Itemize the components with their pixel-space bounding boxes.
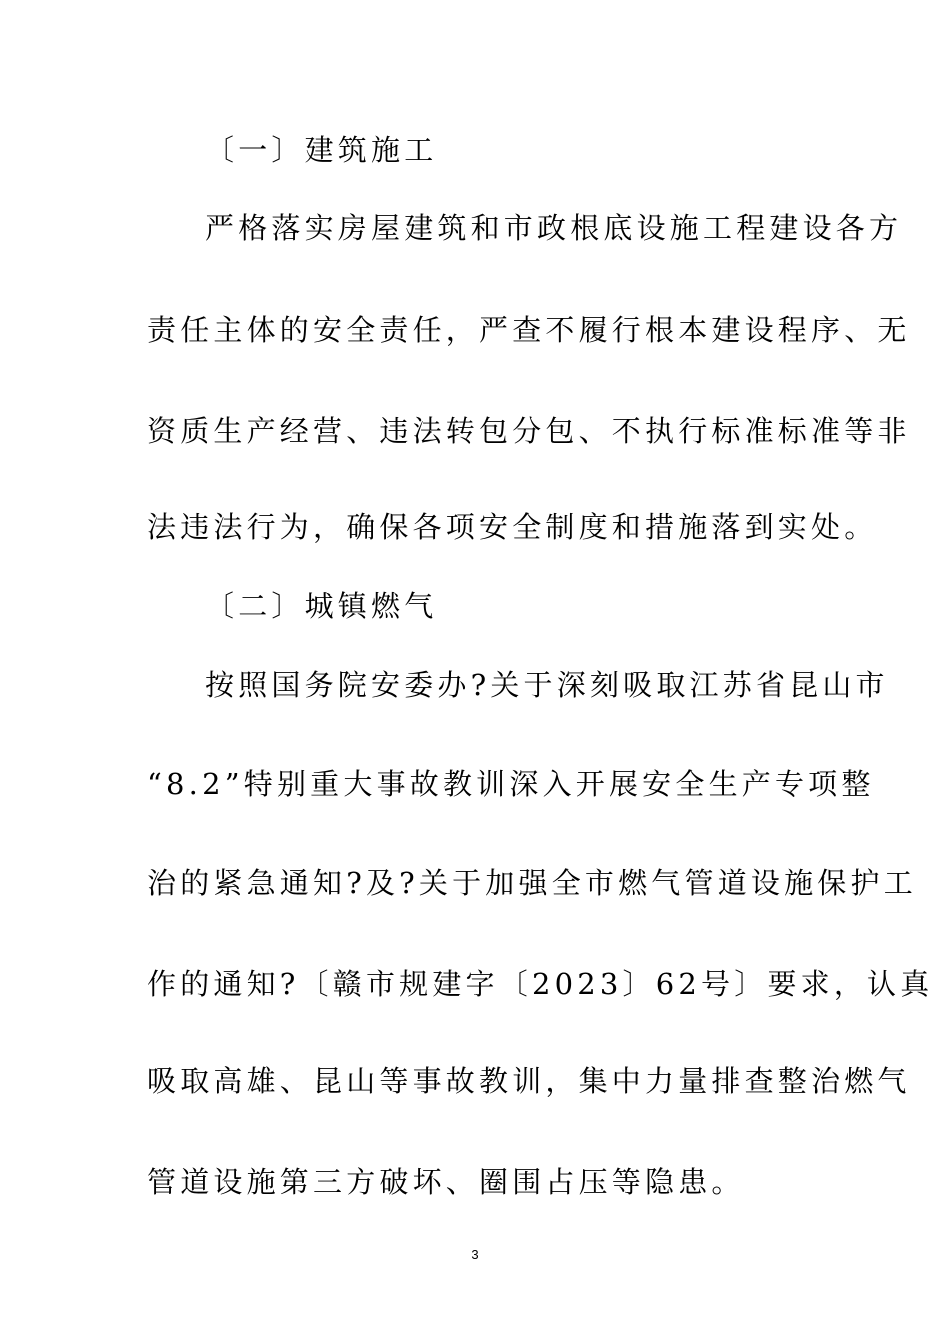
paragraph-line: 责任主体的安全责任，严查不履行根本建设程序、无 bbox=[147, 313, 911, 347]
paragraph-line: 法违法行为，确保各项安全制度和措施落到实处。 bbox=[147, 510, 878, 544]
paragraph-line: 按照国务院安委办?关于深刻吸取江苏省昆山市 bbox=[205, 668, 889, 702]
paragraph-line: 作的通知?〔赣市规建字〔2023〕62号〕要求，认真 bbox=[147, 967, 934, 1001]
paragraph-line: 严格落实房屋建筑和市政根底设施工程建设各方 bbox=[205, 211, 903, 245]
section-heading-gas: 〔二〕城镇燃气 bbox=[205, 589, 438, 623]
paragraph-line: 管道设施第三方破坏、圈围占压等隐患。 bbox=[147, 1165, 745, 1199]
paragraph-line: “8.2”特别重大事故教训深入开展安全生产专项整 bbox=[147, 767, 875, 801]
paragraph-line: 资质生产经营、违法转包分包、不执行标准标准等非 bbox=[147, 414, 911, 448]
paragraph-line: 吸取高雄、昆山等事故教训，集中力量排查整治燃气 bbox=[147, 1064, 911, 1098]
page-number: 3 bbox=[471, 1247, 479, 1262]
section-heading-construction: 〔一〕建筑施工 bbox=[205, 133, 438, 167]
paragraph-line: 治的紧急通知?及?关于加强全市燃气管道设施保护工 bbox=[147, 866, 917, 900]
